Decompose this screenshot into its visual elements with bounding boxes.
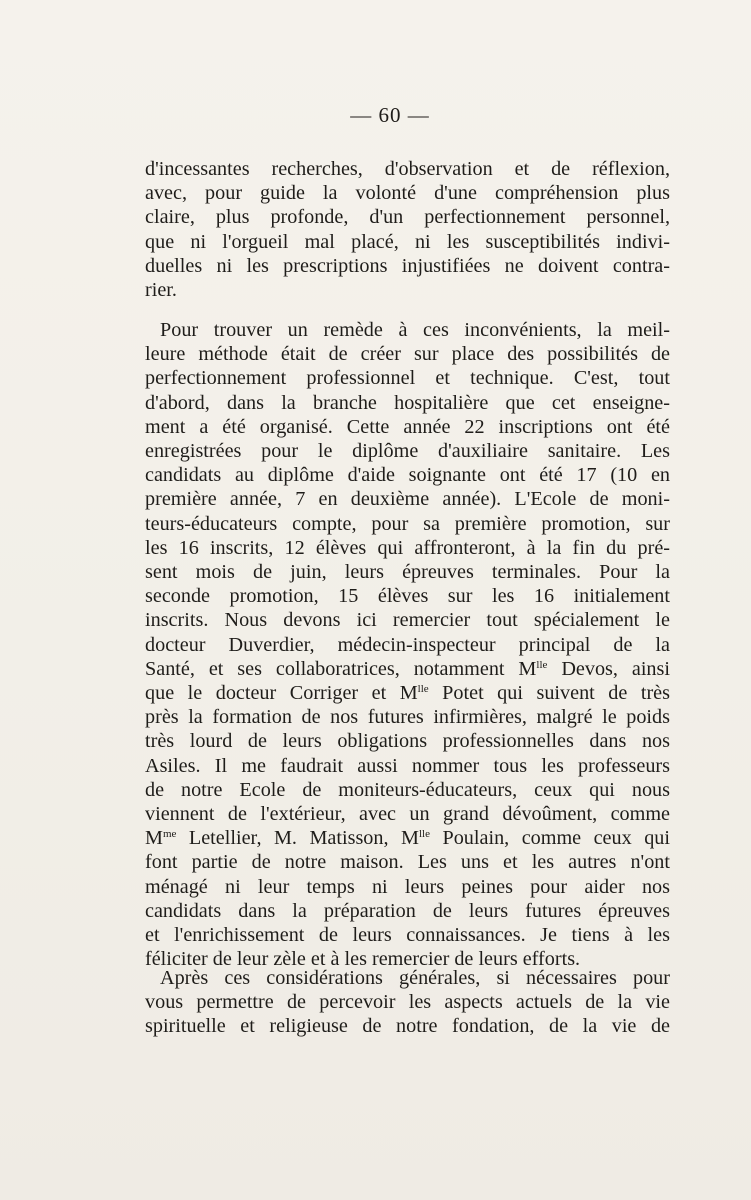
text-segment: Potet qui suivent de très xyxy=(428,682,670,705)
text-line: sent mois de juin, leurs épreuves terminales. Pour la xyxy=(145,561,670,584)
text-line: ment a été organisé. Cette année 22 inscriptions ont été xyxy=(145,415,670,438)
text-line xyxy=(145,681,670,705)
text-line: enregistrées pour le diplôme d'auxiliaire sanitaire. Les xyxy=(145,440,670,463)
text-line: Pour trouver un remède à ces inconvénients, la meil- xyxy=(160,319,670,341)
text-line: féliciter de leur zèle et à les remercier de leurs efforts. xyxy=(145,948,581,971)
text-line: candidats dans la préparation de leurs futures épreuves xyxy=(145,899,670,922)
text-segment: Santé, et ses collaboratrices, notamment M xyxy=(145,657,537,680)
text-line: leure méthode était de créer sur place des possibilités de xyxy=(145,343,670,366)
text-line: avec, pour guide la volonté d'une compréhension plus xyxy=(145,182,670,205)
text-segment: Letellier, M. Matisson, M xyxy=(176,827,419,850)
superscript-abbrev: me xyxy=(162,828,177,841)
text-line: viennent de l'extérieur, avec un grand dévoûment, comme xyxy=(145,803,670,826)
text-line: docteur Duverdier, médecin-inspecteur principal de la xyxy=(145,633,670,656)
text-segment: M xyxy=(145,827,163,850)
text-line: duelles ni les prescriptions injustifiées ne doivent contra- xyxy=(145,254,670,277)
text-line: très lourd de leurs obligations professionnelles dans nos xyxy=(145,730,670,753)
text-segment: Devos, ainsi xyxy=(547,657,670,680)
text-line: candidats au diplôme d'aide soignante ont été 17 (10 en xyxy=(145,464,670,487)
text-line: perfectionnement professionnel et technique. C'est, tout xyxy=(145,367,670,390)
text-segment: que le docteur Corriger et M xyxy=(145,682,418,705)
text-line: les 16 inscrits, 12 élèves qui affronteront, à la fin du pré- xyxy=(145,536,670,559)
text-line: première année, 7 en deuxième année). L'Ecole de moni- xyxy=(145,488,670,511)
paragraph-2 xyxy=(145,318,670,971)
text-segment: Poulain, comme ceux qui xyxy=(429,827,670,850)
text-line: d'incessantes recherches, d'observation et de réflexion, xyxy=(145,158,670,180)
superscript-abbrev: lle xyxy=(418,828,430,841)
text-line: seconde promotion, 15 élèves sur les 16 initialement xyxy=(145,585,670,608)
text-line: et l'enrichissement de leurs connaissances. Je tiens à les xyxy=(145,924,670,947)
text-line: rier. xyxy=(145,279,177,302)
text-line: vous permettre de percevoir les aspects actuels de la vie xyxy=(145,991,670,1014)
text-line xyxy=(145,657,670,681)
text-line: près la formation de nos futures infirmières, malgré le poids xyxy=(145,706,670,729)
page-number: — 60 — xyxy=(350,103,430,127)
text-line: Après ces considérations générales, si nécessaires pour xyxy=(160,967,670,989)
text-line: d'abord, dans la branche hospitalière que cet enseigne- xyxy=(145,391,670,414)
text-line: Asiles. Il me faudrait aussi nommer tous les professeurs xyxy=(145,754,670,777)
superscript-abbrev: lle xyxy=(536,658,548,671)
text-line: que ni l'orgueil mal placé, ni les susceptibilités indivi- xyxy=(145,230,670,253)
text-line: inscrits. Nous devons ici remercier tout spécialement le xyxy=(145,609,670,632)
text-line: teurs-éducateurs compte, pour sa première promotion, sur xyxy=(145,512,670,535)
paragraph-1 xyxy=(145,157,670,302)
text-line: font partie de notre maison. Les uns et les autres n'ont xyxy=(145,851,670,874)
text-line: de notre Ecole de moniteurs-éducateurs, ceux qui nous xyxy=(145,778,670,801)
paragraph-3 xyxy=(145,966,670,1039)
superscript-abbrev: lle xyxy=(417,683,429,696)
text-line xyxy=(145,826,670,850)
text-line: ménagé ni leur temps ni leurs peines pour aider nos xyxy=(145,875,670,898)
text-line: claire, plus profonde, d'un perfectionnement personnel, xyxy=(145,206,670,229)
text-line: spirituelle et religieuse de notre fondation, de la vie de xyxy=(145,1015,670,1038)
